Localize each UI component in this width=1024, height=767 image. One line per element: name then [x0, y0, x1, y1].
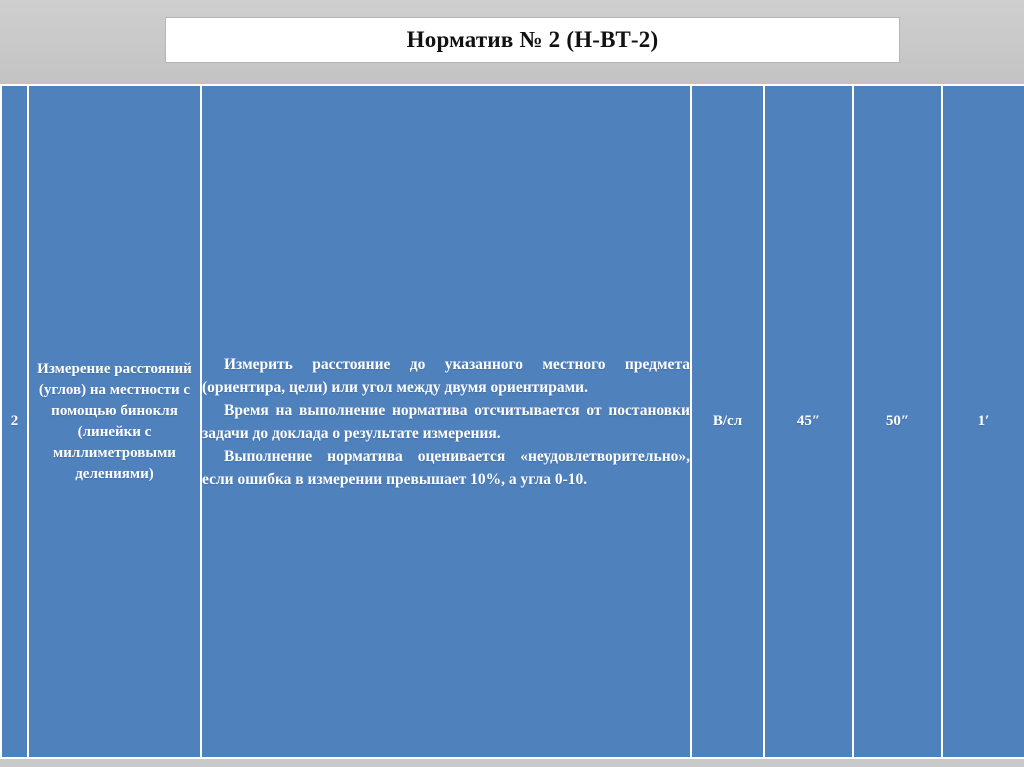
- conditions-cell: [201, 85, 691, 758]
- grade-satisfactory-cell: [942, 85, 1024, 758]
- conditions-paragraph: Измерить расстояние до указанного местного предмета (ориентира, цели) или угол между двумя ориентирами.: [202, 355, 690, 396]
- grade-good-value: 50″: [885, 413, 910, 429]
- conditions-paragraph: Выполнение норматива оценивается «неудовлетворительно», если ошибка в измерении превышает 10%, а угла 0-10.: [202, 447, 690, 488]
- conditions-paragraph: Время на выполнение норматива отсчитывается от постановки задачи до доклада о результате измерения.: [202, 401, 690, 442]
- footer-band: [0, 759, 1024, 767]
- exercise-name: Измерение расстояний (углов) на местности с помощью бинокля (линейки с миллиметровыми делениями): [37, 360, 192, 482]
- grade-excellent-value: 45″: [796, 413, 821, 429]
- row-number: 2: [10, 413, 19, 429]
- unit-cell: [691, 85, 764, 758]
- title-box: [165, 17, 900, 63]
- page-title: Норматив № 2 (Н-ВТ-2): [406, 27, 659, 52]
- grade-satisfactory-value: 1′: [977, 413, 990, 429]
- normative-table: [0, 84, 1024, 759]
- table-row: [1, 85, 1024, 758]
- row-number-cell: [1, 85, 28, 758]
- grade-good-cell: [853, 85, 942, 758]
- exercise-name-cell: [28, 85, 201, 758]
- unit-label: В/сл: [712, 413, 743, 429]
- grade-excellent-cell: [764, 85, 853, 758]
